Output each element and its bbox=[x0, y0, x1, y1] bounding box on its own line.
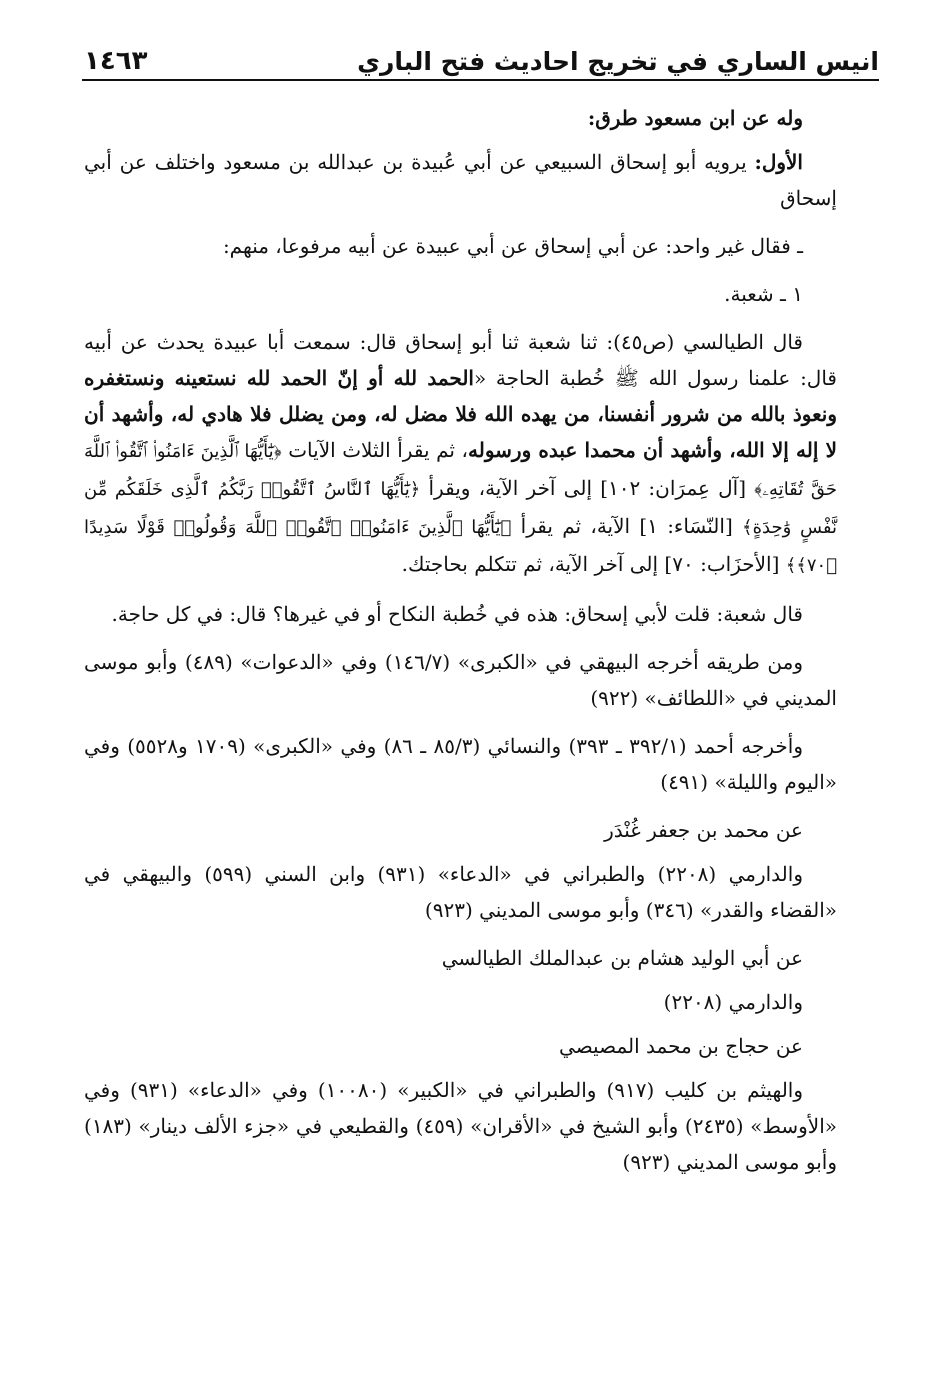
hadith-cont-3: [النّسَاء: ١] الآية، ثم يقرأ bbox=[511, 514, 743, 538]
book-title: انيس الساري في تخريج احاديث فتح الباري bbox=[357, 47, 879, 76]
paragraph-narrator-1: ١ ـ شعبة. bbox=[724, 282, 803, 306]
paragraph-narrators-intro: ـ فقال غير واحد: عن أبي إسحاق عن أبي عبيدة عن أبيه مرفوعا، منهم: bbox=[222, 234, 803, 258]
hadith-cont-4: [الأحزَاب: ٧٠] إلى آخر الآية، ثم تتكلم بحاجتك. bbox=[401, 552, 786, 576]
paragraph-shuba-comment: قال شعبة: قلت لأبي إسحاق: هذه في خُطبة النكاح أو في غيرها؟ قال: في كل حاجة. bbox=[111, 602, 803, 626]
paragraph-source-2: عن أبي الوليد هشام بن عبدالملك الطيالسي bbox=[441, 946, 803, 970]
paragraph-source-3: عن حجاج بن محمد المصيصي bbox=[559, 1034, 803, 1058]
paragraph-takhrij-2: وأخرجه أحمد (٣٩٢/١ ـ ٣٩٣) والنسائي (٨٥/٣ ـ ٨٦) وفي «الكبرى» (١٧٠٩ و٥٥٢٨) وفي «اليوم والليلة» (٤٩١) bbox=[84, 734, 837, 794]
paragraph-takhrij-4: والدارمي (٢٢٠٨) bbox=[663, 990, 803, 1014]
running-header bbox=[84, 36, 879, 76]
page-number: ١٤٦٣ bbox=[84, 46, 148, 76]
paragraph-takhrij-5: والهيثم بن كليب (٩١٧) والطبراني في «الكبير» (١٠٠٨٠) وفي «الدعاء» (٩٣١) وفي «الأوسط» (٢٤٣٥) وأبو الشيخ في «الأقران» (٤٥٩) والقطيعي في «جزء الألف دينار» (١٨٣) وأبو موسى المديني (٩٢٣) bbox=[84, 1078, 838, 1174]
paragraph-takhrij-3: والدارمي (٢٢٠٨) والطبراني في «الدعاء» (٩٣١) وابن السني (٥٩٩) والبيهقي في «القضاء والقدر» (٣٤٦) وأبو موسى المديني (٩٢٣) bbox=[84, 862, 837, 922]
paragraph-first-route bbox=[84, 144, 837, 216]
hadith-khutbah-bold: الحمد لله أو إنّ الحمد لله نستعينه ونستغفره ونعوذ بالله من شرور أنفسنا، من يهده الله فلا مضل له، ومن يضلل فلا هادي له، وأشهد أن لا إله إلا الله، وأشهد أن محمدا عبده ورسوله bbox=[84, 366, 837, 462]
hadith-intro: قال الطيالسي (ص٤٥): ثنا شعبة ثنا أبو إسحاق قال: سمعت أبا عبيدة يحدث عن أبيه قال: علمنا رسول الله ﷺ خُطبة الحاجة « bbox=[84, 330, 837, 390]
quran-verse-1: ﴿يَٰٓأَيُّهَا ٱلَّذِينَ ءَامَنُوا۟ ٱتَّقُوا۟ ٱللَّهَ حَقَّ تُقَاتِهِۦ﴾ bbox=[84, 441, 837, 500]
paragraph-source-1: عن محمد بن جعفر غُنْدَر bbox=[604, 818, 803, 842]
first-route-text: يرويه أبو إسحاق السبيعي عن أبي عُبيدة بن عبدالله بن مسعود واختلف عن أبي إسحاق bbox=[84, 150, 837, 210]
quran-verse-3: ﴿يَٰٓأَيُّهَا ٱلَّذِينَ ءَامَنُوا۟ ٱتَّقُوا۟ ٱللَّهَ وَقُولُوا۟ قَوْلًا سَدِيدًا ﴿٧٠﴾﴾ bbox=[84, 517, 837, 576]
page-body bbox=[84, 100, 837, 1192]
section-heading: وله عن ابن مسعود طرق: bbox=[587, 106, 803, 130]
paragraph-takhrij-1: ومن طريقه أخرجه البيهقي في «الكبرى» (١٤٦/٧) وفي «الدعوات» (٤٨٩) وأبو موسى المديني في «اللطائف» (٩٢٢) bbox=[84, 650, 837, 710]
quran-verse-2: ﴿يَٰٓأَيُّهَا ٱلنَّاسُ ٱتَّقُوا۟ رَبَّكُمُ ٱلَّذِى خَلَقَكُم مِّن نَّفْسٍ وَٰحِدَةٍ﴾ bbox=[84, 479, 838, 538]
paragraph-hadith-text bbox=[84, 324, 837, 584]
header-rule bbox=[82, 79, 879, 81]
hadith-cont-2: [آل عِمرَان: ١٠٢] إلى آخر الآية، ويقرأ bbox=[420, 476, 755, 500]
label-first: الأول: bbox=[754, 150, 803, 174]
hadith-cont-1: ، ثم يقرأ الثلاث الآيات bbox=[281, 438, 469, 462]
